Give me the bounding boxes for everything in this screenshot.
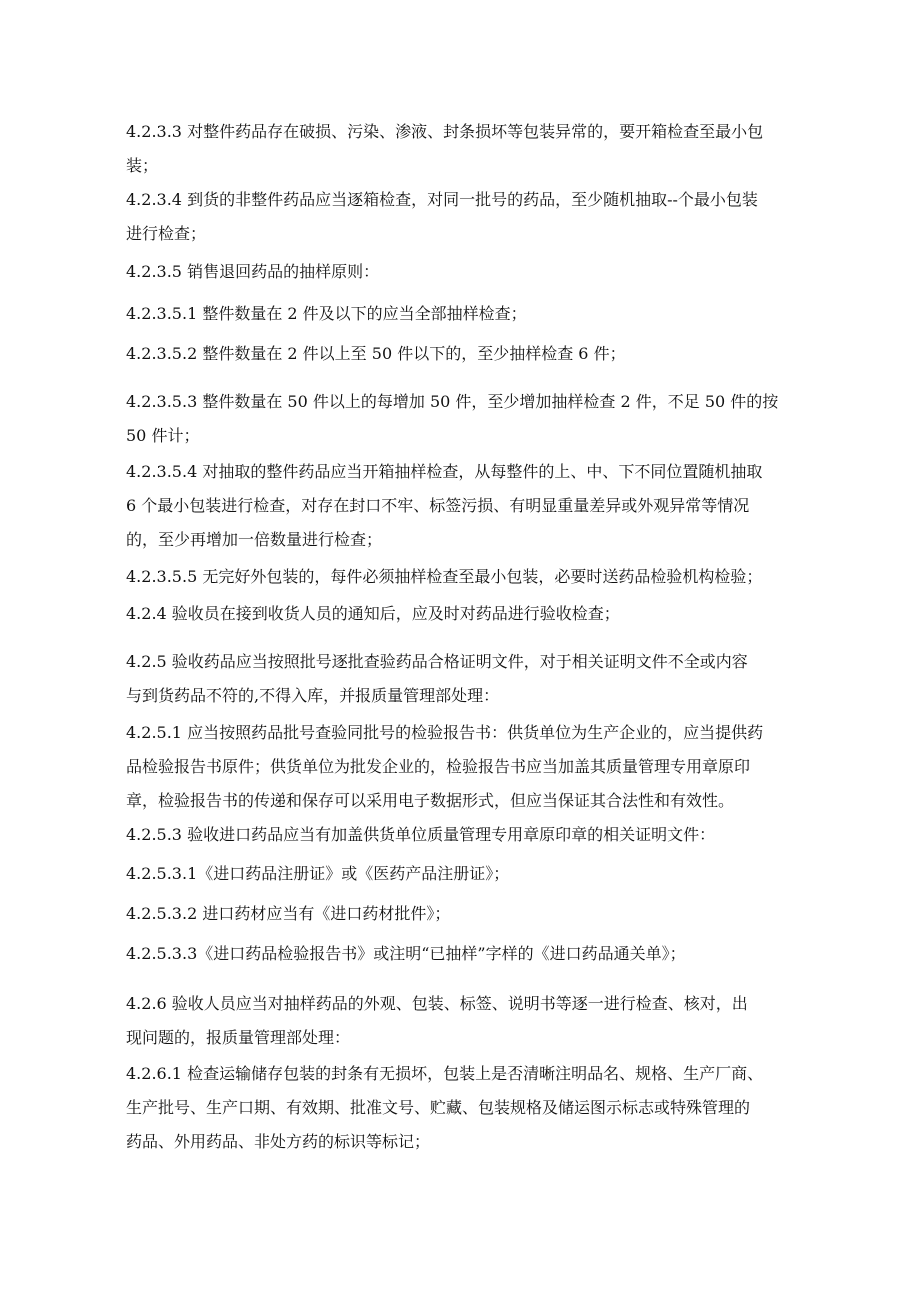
text-line: 6 个最小包装进行检查，对存在封口不牢、标签污损、有明显重量差异或外观异常等情况 bbox=[126, 496, 750, 515]
text-line: 装； bbox=[126, 156, 159, 175]
text-line: 50 件计； bbox=[126, 426, 200, 445]
text-line: 4.2.3.5.2 整件数量在 2 件以上至 50 件以下的，至少抽样检查 6 件； bbox=[126, 344, 626, 363]
text-line: 4.2.3.5.3 整件数量在 50 件以上的每增加 50 件，至少增加抽样检查 2 件，不足 50 件的按 bbox=[126, 392, 779, 411]
paragraph-4-2-5-1 bbox=[126, 716, 806, 818]
text-line: 4.2.3.5.1 整件数量在 2 件及以下的应当全部抽样检查； bbox=[126, 304, 527, 323]
paragraph-4-2-5-3-1 bbox=[126, 857, 806, 891]
text-line: 章，检验报告书的传递和保存可以采用电子数据形式，但应当保证其合法性和有效性。 bbox=[126, 791, 735, 810]
text-line: 4.2.5.3.2 进口药材应当有《进口药材批件》； bbox=[126, 904, 451, 923]
text-line: 4.2.3.5.4 对抽取的整件药品应当开箱抽样检查，从每整件的上、中、下不同位置随机抽取 bbox=[126, 462, 763, 481]
text-line: 4.2.5 验收药品应当按照批号逐批查验药品合格证明文件，对于相关证明文件不全或内容 bbox=[126, 652, 748, 671]
text-line: 进行检查； bbox=[126, 224, 207, 243]
text-line: 与到货药品不符的,不得入库，并报质量管理部处理： bbox=[126, 686, 500, 705]
text-line: 4.2.6.1 检查运输储存包装的封条有无损坏，包装上是否清晰注明品名、规格、生产厂商、 bbox=[126, 1064, 764, 1083]
paragraph-4-2-5-3 bbox=[126, 818, 806, 852]
text-line: 4.2.6 验收人员应当对抽样药品的外观、包装、标签、说明书等逐一进行检查、核对，出 bbox=[126, 994, 748, 1013]
paragraph-4-2-5-3-3 bbox=[126, 937, 806, 971]
text-line: 4.2.5.3.1《进口药品注册证》或《医药产品注册证》； bbox=[126, 864, 510, 883]
text-line: 4.2.3.4 到货的非整件药品应当逐箱检查，对同一批号的药品，至少随机抽取--个最小包装 bbox=[126, 190, 758, 209]
text-line: 品检验报告书原件；供货单位为批发企业的，检验报告书应当加盖其质量管理专用章原印 bbox=[126, 757, 751, 776]
paragraph-4-2-5 bbox=[126, 645, 806, 713]
paragraph-4-2-5-3-2 bbox=[126, 897, 806, 931]
paragraph-4-2-3-5-3 bbox=[126, 385, 806, 453]
text-line: 4.2.3.5 销售退回药品的抽样原则： bbox=[126, 262, 380, 281]
text-line: 4.2.4 验收员在接到收货人员的通知后，应及时对药品进行验收检查； bbox=[126, 604, 620, 623]
text-line: 4.2.5.1 应当按照药品批号查验同批号的检验报告书：供货单位为生产企业的，应当提供药 bbox=[126, 723, 764, 742]
text-line: 4.2.3.3 对整件药品存在破损、污染、渗液、封条损坏等包装异常的，要开箱检查至最小包 bbox=[126, 122, 764, 141]
paragraph-4-2-6-1 bbox=[126, 1057, 806, 1159]
text-line: 现问题的，报质量管理部处理： bbox=[126, 1028, 351, 1047]
paragraph-4-2-3-5 bbox=[126, 255, 806, 289]
text-line: 药品、外用药品、非处方药的标识等标记； bbox=[126, 1132, 431, 1151]
paragraph-4-2-3-5-4 bbox=[126, 455, 806, 557]
text-line: 4.2.5.3 验收进口药品应当有加盖供货单位质量管理专用章原印章的相关证明文件： bbox=[126, 825, 716, 844]
paragraph-4-2-3-3 bbox=[126, 115, 806, 183]
text-line: 4.2.3.5.5 无完好外包装的，每件必须抽样检查至最小包装，必要时送药品检验机构检验； bbox=[126, 567, 763, 586]
paragraph-4-2-3-5-5 bbox=[126, 560, 806, 594]
paragraph-4-2-4 bbox=[126, 597, 806, 631]
text-line: 4.2.5.3.3《进口药品检验报告书》或注明“已抽样”字样的《进口药品通关单》； bbox=[126, 944, 686, 963]
paragraph-4-2-3-4 bbox=[126, 183, 806, 251]
text-line: 的，至少再增加一倍数量进行检查； bbox=[126, 530, 383, 549]
paragraph-4-2-6 bbox=[126, 987, 806, 1055]
text-line: 生产批号、生产口期、有效期、批准文号、贮藏、包装规格及储运图示标志或特殊管理的 bbox=[126, 1098, 751, 1117]
paragraph-4-2-3-5-2 bbox=[126, 337, 806, 371]
paragraph-4-2-3-5-1 bbox=[126, 297, 806, 331]
